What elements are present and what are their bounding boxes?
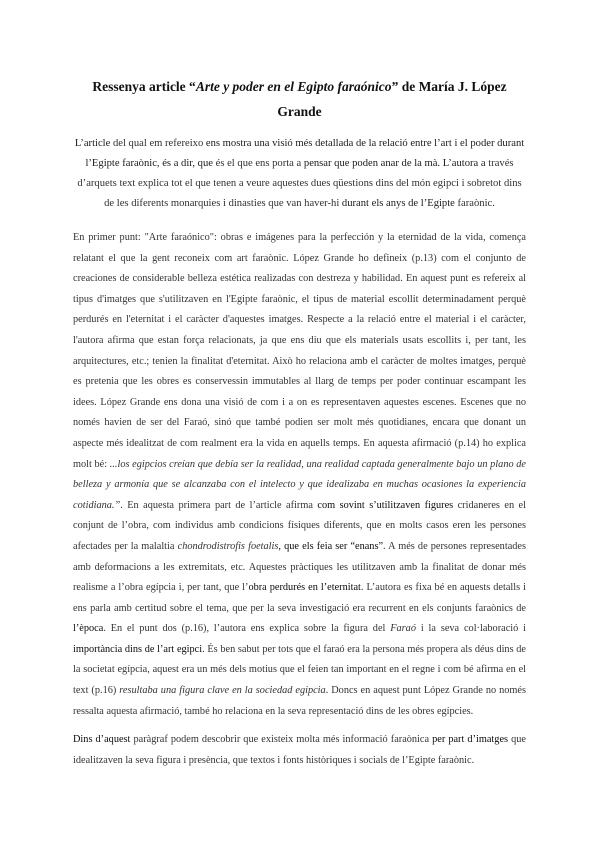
p2-d2: per part d’imatges — [432, 734, 509, 746]
intro-s6: través d’arquets text explica tot el que tenen a veure aquestes dues qüestions dins del món egipci i sobretot dins de les diferents monarquies i dinasties que van haver-hi — [77, 158, 522, 209]
p1-t1: En primer punt: "Arte faraónico": obras e imágenes para la perfección y la eternidad de la vida, comença relatant el que la gent reconeix com art faraònic. López Grande ho defineix (p.13) com el conjunto de creaciones de considerable belleza estética realizadas con destreza y habilidad. En aquest punt es refereix al tipus d'imatges que s'utilitzaven en l'Egipte faraònic, el tipus de material escollit determinadament perquè perdurés en l'eternitat i el caràcter d'aquestes imatges. Respecte a la relació entre el material i el caràcter, l'autora afirma que estan força relacionats, ja que ens diu que els materials usats escollits i, per tant, les arquitectures, etc.; tenien la finalitat d'eternitat. Això ho relaciona amb el caràcter de moltes imatges, perquè es pretenia que les obres es conservessin immutables al llarg de temps per poder continuar escampant les idees. López Grande ens dona una visió de com i a on es representaven aquestes escenes. Escenes que no només havien de ser del Faraó, sinó que també podien ser molt més quotidianes, encara que donant un aspecte més idealitzat de com realment era la vida en aquells temps. En aquesta afirmació (p.14) ho explica molt bé: — [73, 232, 526, 470]
p1-quote-3: Faraó — [390, 623, 416, 635]
p2-t2: que idealitzaven la seva figura i presència, que textos i fonts històriques i socials de l’Egipte faraònic. — [73, 734, 526, 766]
title-suffix: ” de María J. López Grande — [277, 79, 507, 119]
p1-d4: l’època — [73, 623, 104, 635]
intro-paragraph — [73, 134, 526, 214]
p1-quote-1: ...los egipcios creían que debía ser la realidad, una realidad captada generalmente bajo un plano de belleza y armonía que se alcanzaba con el intelecto y que idealizaba en muchas ocasiones la experiencia cotidiana.” — [73, 458, 526, 511]
intro-s4: és el que ens porta a — [212, 158, 304, 169]
p2-t1: paràgraf podem descobrir que existeix molta més informació faraònica — [130, 734, 433, 746]
intro-s3: ens mostra una visió més detallada de la relació entre l’art i el poder durant l’Egipte faraònic, és a dir, que — [85, 138, 525, 169]
p1-t4: . A més de persones representades amb deformacions a les extremitats, etc. Aquestes pràctiques les utilitzaven amb la finalitat de donar més realisme a l’obra egípcia i, per tant, que l’ — [73, 540, 526, 594]
p1-t3: cridaneres en el conjunt de l’obra, com individus amb condicions físiques diferents, que en molts casos eren les persones afectades per la malaltia — [73, 499, 526, 552]
p1-t9: . Doncs en aquest punt López Grande no només ressalta aquesta afirmació, també ho relaciona en la seva representació dins de les obres egípcies. — [73, 685, 526, 717]
title-italic: Arte y poder en el Egipto faraónico — [195, 79, 392, 94]
p1-quote-4: resultaba una figura clave en la sociedad egipcia — [119, 685, 326, 697]
p1-d2: , que els feia ser “enans” — [278, 540, 384, 552]
p1-t8: . És ben sabut per tots que el faraó era la persona més propera als déus dins de la societat egípcia, aquest era un més dels motius que el feien tan important en el regne i com bé afirma en el text (p.16) — [73, 643, 526, 697]
p2-d1: Dins d’aquest — [73, 734, 131, 746]
p1-t5: . L’autora es fixa bé en aquests detalls i ens parla amb certitud sobre el tema, que per la seva investigació era recurrent en els conjunts faraònics de — [73, 582, 526, 614]
intro-s1: L’article — [74, 138, 111, 149]
p1-t2: . En aquesta primera part de l’article afirma — [120, 499, 318, 511]
p1-t6: . En el punt dos (p.16), l’autora ens explica sobre la figura del — [103, 623, 391, 635]
intro-s8: faraònic. — [454, 198, 495, 209]
p1-d3: obra perdurés en l’eternitat — [248, 582, 361, 594]
document-title — [73, 74, 526, 124]
body-paragraph-2 — [73, 730, 526, 771]
intro-s7: durant els anys de l’Egipte — [341, 198, 455, 209]
p1-t7: i la seva col·laboració i — [415, 623, 526, 635]
p1-d5: importància dins de l’art egipci — [73, 643, 203, 655]
body-paragraph-1 — [73, 228, 526, 722]
p1-quote-2: chondrodistrofis foetalis — [177, 540, 279, 552]
intro-s2: del qual em refereixo — [110, 138, 206, 149]
p1-d1: com sovint s’utilitzaven figures — [317, 499, 454, 511]
title-prefix: Ressenya article “ — [92, 79, 196, 94]
intro-s5: pensar que poden anar de la mà. L’autora a — [303, 158, 486, 169]
